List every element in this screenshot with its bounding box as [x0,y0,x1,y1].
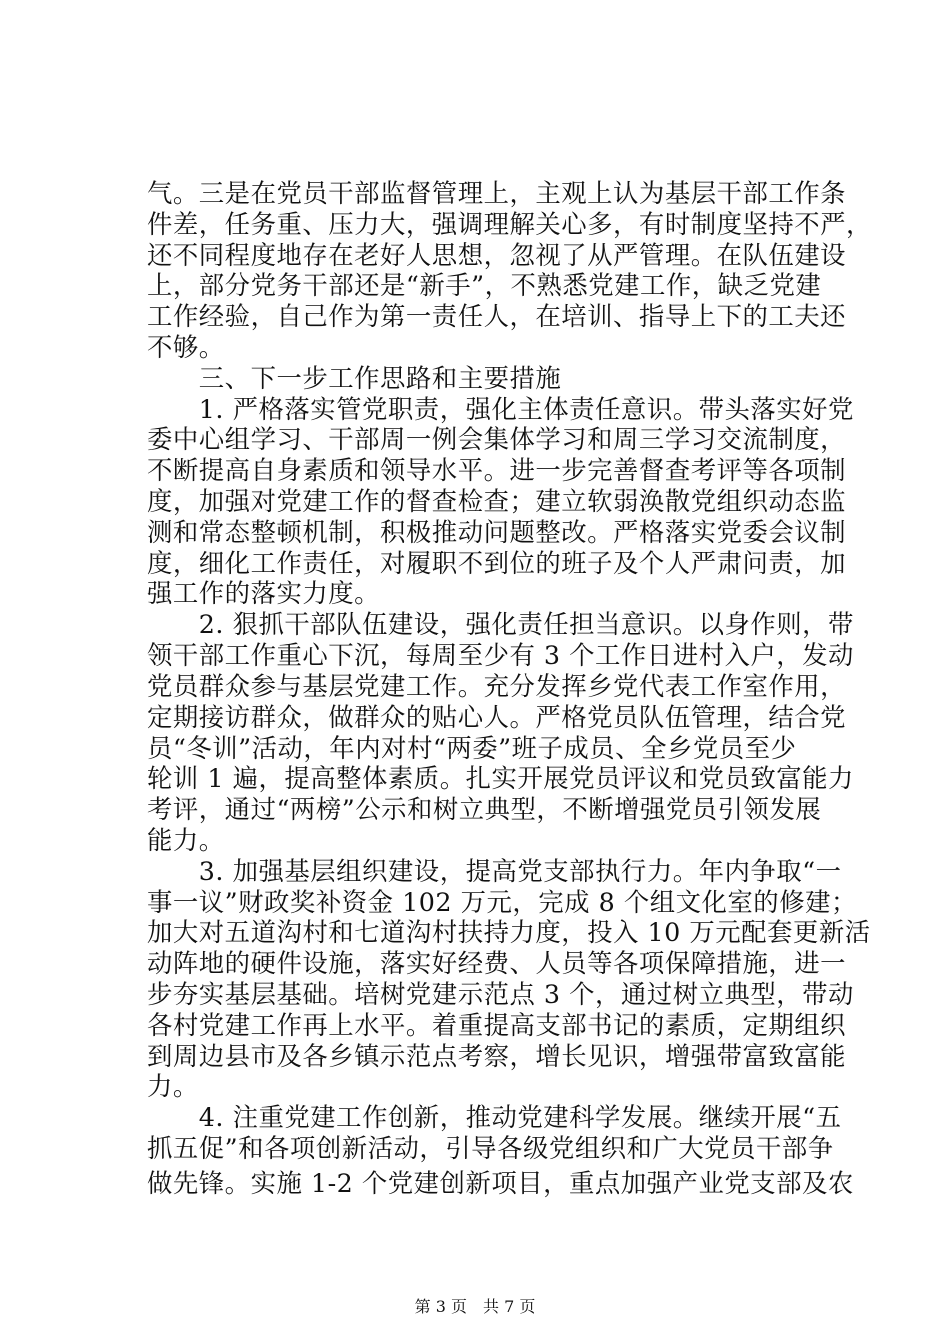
text-line: 员“冬训”活动，年内对村“两委”班子成员、全乡党员至少 [147,732,797,763]
text-line: 动阵地的硬件设施，落实好经费、人员等各项保障措施，进一 [147,948,847,979]
text-line: 事一议”财政奖补资金 102 万元，完成 8 个组文化室的修建； [147,886,857,917]
text-line: 考评，通过“两榜”公示和树立典型，不断增强党员引领发展 [147,794,822,825]
section-heading: 三、下一步工作思路和主要措施 [147,362,562,393]
text-line: 工作经验，自己作为第一责任人，在培训、指导上下的工夫还 [147,301,847,332]
text-line: 上，部分党务干部还是“新手”，不熟悉党建工作，缺乏党建 [147,270,822,301]
page-footer: 第 3 页 共 7 页 [414,1297,536,1316]
text-line: 委中心组学习、干部周一例会集体学习和周三学习交流制度， [147,424,847,455]
text-line: 能力。 [147,824,225,855]
text-line: 力。 [147,1071,199,1102]
text-line: 件差，任务重、压力大，强调理解关心多，有时制度坚持不严， [147,208,872,239]
text-line: 测和常态整顿机制，积极推动问题整改。严格落实党委会议制 [147,516,847,547]
text-line: 加大对五道沟村和七道沟村扶持力度，投入 10 万元配套更新活 [147,917,871,948]
text-line: 4. 注重党建工作创新，推动党建科学发展。继续开展“五 [147,1102,842,1133]
text-line: 到周边县市及各乡镇示范点考察，增长见识，增强带富致富能 [147,1040,847,1071]
text-line: 做先锋。实施 1-2 个党建创新项目，重点加强产业党支部及农 [147,1168,854,1198]
text-line: 领干部工作重心下沉，每周至少有 3 个工作日进村入户，发动 [147,640,854,671]
text-line: 3. 加强基层组织建设，提高党支部执行力。年内争取“一 [147,855,842,886]
text-line: 强工作的落实力度。 [147,578,381,609]
text-line: 度，加强对党建工作的督查检查；建立软弱涣散党组织动态监 [147,486,847,517]
text-line: 2. 狠抓干部队伍建设，强化责任担当意识。以身作则，带 [147,609,854,640]
text-line: 抓五促”和各项创新活动，引导各级党组织和广大党员干部争 [147,1133,834,1163]
text-line: 步夯实基层基础。培树党建示范点 3 个，通过树立典型，带动 [147,978,854,1009]
text-line: 还不同程度地存在老好人思想，忽视了从严管理。在队伍建设 [147,239,847,270]
text-line: 党员群众参与基层党建工作。充分发挥乡党代表工作室作用， [147,670,847,701]
text-line: 不够。 [147,332,225,363]
text-line: 各村党建工作再上水平。着重提高支部书记的素质，定期组织 [147,1009,847,1040]
text-line: 定期接访群众，做群众的贴心人。严格党员队伍管理，结合党 [147,701,847,732]
text-line: 不断提高自身素质和领导水平。进一步完善督查考评等各项制 [147,455,847,486]
text-line: 轮训 1 遍，提高整体素质。扎实开展党员评议和党员致富能力 [147,763,854,794]
text-line: 1. 严格落实管党职责，强化主体责任意识。带头落实好党 [147,393,854,424]
text-line: 气。三是在党员干部监督管理上，主观上认为基层干部工作条 [147,178,847,208]
text-line: 度，细化工作责任，对履职不到位的班子及个人严肃问责，加 [147,547,847,578]
